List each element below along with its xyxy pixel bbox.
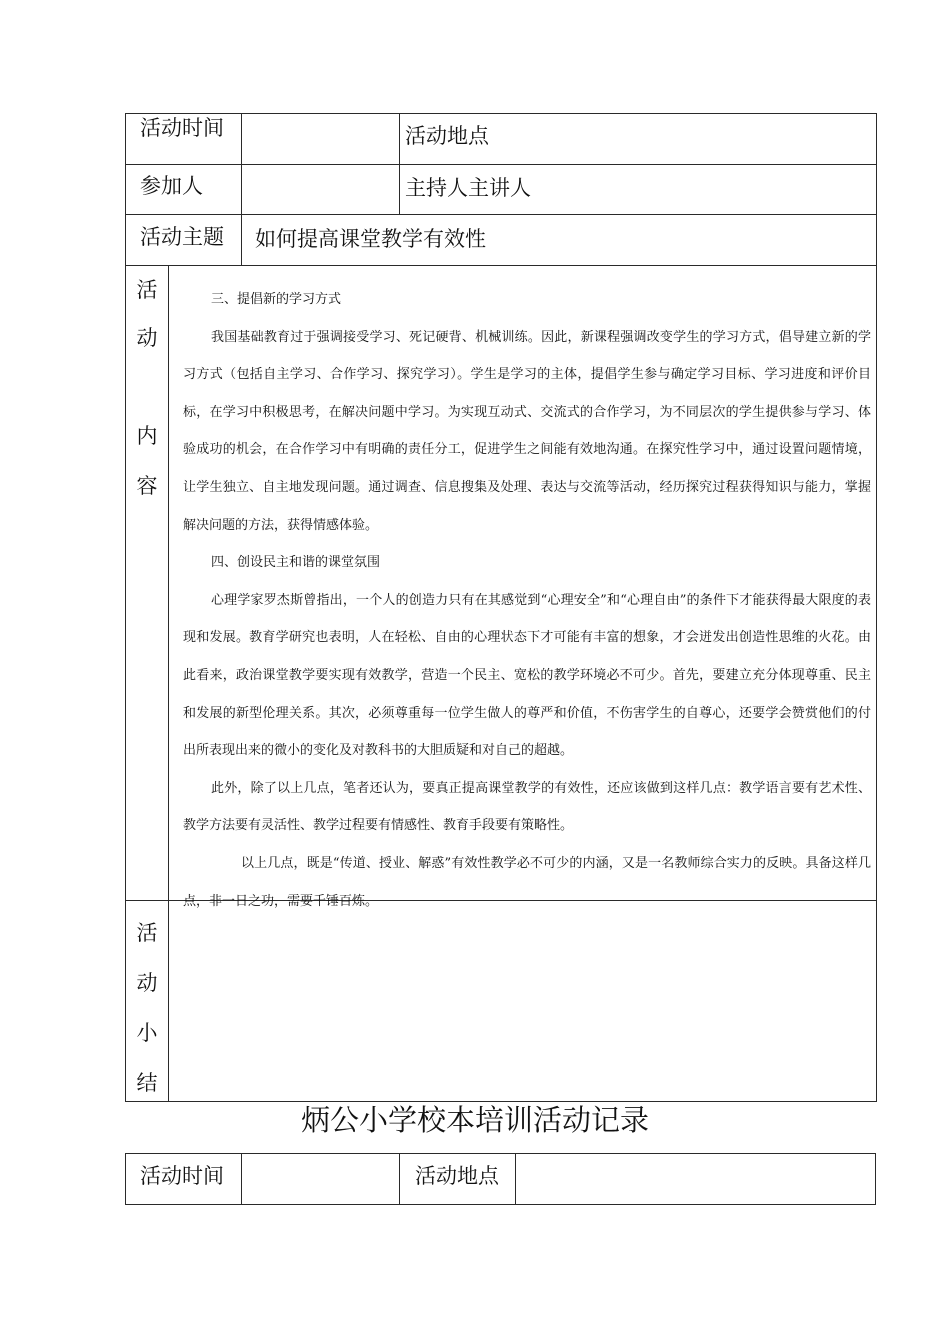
column-divider	[399, 1153, 400, 1205]
summary-label-char: 活	[136, 921, 158, 945]
table-border-top	[125, 1153, 876, 1154]
column-divider	[241, 1153, 242, 1205]
section-heading: 四、创设民主和谐的课堂氛围	[211, 555, 381, 571]
table-border-right	[876, 113, 877, 1102]
table-border-top	[125, 113, 877, 114]
content-label-char: 内	[136, 424, 158, 448]
content-paragraph: 此外，除了以上几点，笔者还认为，要真正提高课堂教学的有效性，还应该做到这样几点：教学语言要有艺术性、教学方法要有灵活性、教学过程要有情感性、教育手段要有策略性。	[183, 780, 871, 834]
content-label-char: 动	[136, 326, 158, 350]
activity-place-label: 活动地点	[405, 124, 489, 148]
content-paragraph: 我国基础教育过于强调接受学习、死记硬背、机械训练。因此，新课程强调改变学生的学习方式，倡导建立新的学习方式（包括自主学习、合作学习、探究学习）。学生是学习的主体，提倡学生参与确定学习目标、学习进度和评价目标，在学习中积极思考，在解决问题中学习。为实现互动式、交流式的合作学习，为不同层次的学生提供参与学习、体验成功的机会，在合作学习中有明确的责任分工，促进学生之间能有效地沟通。在探究性学习中，通过设置问题情境，让学生独立、自主地发现问题。通过调查、信息搜集及处理、表达与交流等活动，经历探究过程获得知识与能力，掌握解决问题的方法，获得情感体验。	[183, 329, 871, 533]
table-rule	[125, 164, 877, 165]
content-paragraph: 以上几点，既是“传道、授业、解惑”有效性教学必不可少的内涵，又是一名教师综合实力的反映。具备这样几点，非一日之功，需要千锤百炼。	[183, 855, 871, 909]
section-heading: 三、提倡新的学习方式	[211, 292, 342, 307]
theme-value: 如何提高课堂教学有效性	[255, 227, 486, 251]
theme-label: 活动主题	[140, 225, 224, 249]
summary-label-char: 结	[136, 1071, 158, 1095]
table-border-bottom	[125, 1204, 876, 1205]
content-paragraph: 心理学家罗杰斯曾指出，一个人的创造力只有在其感觉到“心理安全”和“心理自由”的条件下才能获得最大限度的表现和发展。教育学研究也表明，人在轻松、自由的心理状态下才可能有丰富的想象，才会迸发出创造性思维的火花。由此看来，政治课堂教学要实现有效教学，营造一个民主、宽松的教学环境必不可少。首先，要建立充分体现尊重、民主和发展的新型伦理关系。其次，必须尊重每一位学生做人的尊严和价值，不伤害学生的自尊心，还要学会赞赏他们的付出所表现出来的微小的变化及对教科书的大胆质疑和对自己的超越。	[183, 592, 871, 759]
page-title: 炳公小学校本培训活动记录	[300, 1103, 649, 1137]
summary-label-char: 小	[136, 1021, 158, 1045]
table-border-left	[125, 113, 126, 1102]
summary-label-char: 动	[136, 971, 158, 995]
column-divider	[241, 214, 242, 265]
content-label-char: 活	[136, 278, 158, 302]
column-divider	[168, 265, 169, 1102]
table-border-right	[875, 1153, 876, 1205]
table-border-left	[125, 1153, 126, 1205]
content-label-char: 容	[136, 474, 158, 498]
table-rule	[125, 214, 877, 215]
host-label: 主持人主讲人	[405, 176, 531, 200]
participants-label: 参加人	[140, 174, 203, 198]
column-divider	[241, 113, 242, 214]
activity-time-label: 活动时间	[140, 116, 224, 140]
column-divider	[399, 113, 400, 214]
activity-time-label: 活动时间	[140, 1164, 224, 1188]
column-divider	[515, 1153, 516, 1205]
table-rule	[125, 265, 877, 266]
activity-content	[183, 281, 871, 920]
activity-place-label: 活动地点	[415, 1164, 499, 1188]
